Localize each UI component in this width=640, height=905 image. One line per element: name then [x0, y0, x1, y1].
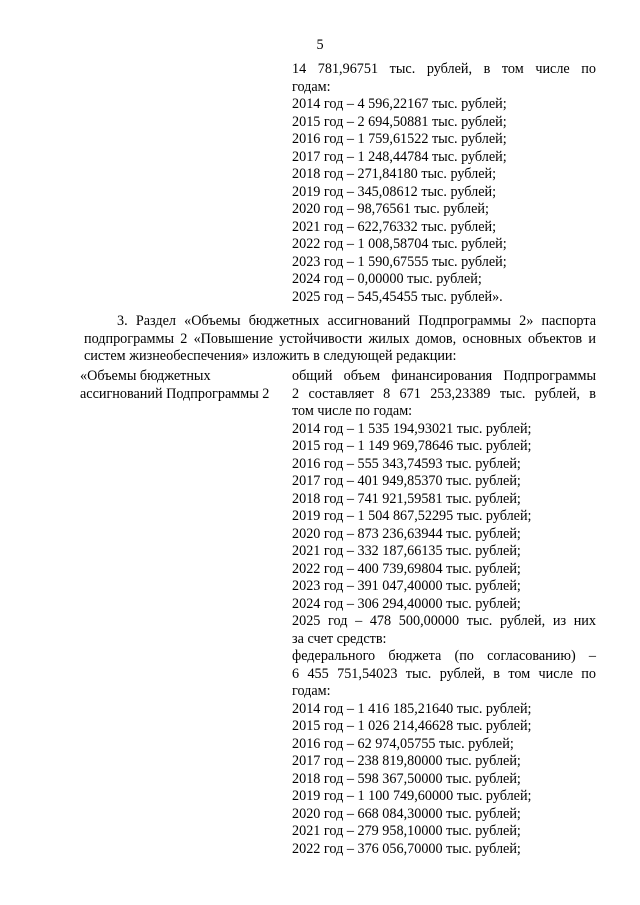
year-line: 2014 год – 4 596,22167 тыс. рублей; — [292, 96, 507, 112]
year-line: 2014 год – 1 535 194,93021 тыс. рублей; — [292, 420, 532, 437]
page-number: 5 — [316, 37, 324, 53]
paragraph-line: подпрограммы 2 «Повышение устойчивости жилых домов, основных объектов и — [84, 330, 596, 347]
total-line: общий объем финансирования Подпрограммы — [292, 368, 596, 384]
year-line: 2022 год – 1 008,58704 тыс. рублей; — [292, 236, 507, 252]
row-heading-line: «Объемы бюджетных — [80, 368, 211, 384]
paragraph-line: 3. Раздел «Объемы бюджетных ассигнований Подпрограммы 2» паспорта — [117, 313, 596, 329]
year-line: 2018 год – 741 921,59581 тыс. рублей; — [292, 490, 521, 507]
year-line: 2019 год – 345,08612 тыс. рублей; — [292, 183, 497, 200]
year-line: 2014 год – 1 416 185,21640 тыс. рублей; — [292, 700, 532, 717]
row-heading-line: ассигнований Подпрограммы 2 — [80, 385, 270, 402]
year-line: 2023 год – 1 590,67555 тыс. рублей; — [292, 253, 507, 270]
year-line: 2020 год – 873 236,63944 тыс. рублей; — [292, 525, 521, 542]
federal-line: годам: — [292, 683, 331, 699]
year-line: 2015 год – 1 149 969,78646 тыс. рублей; — [292, 438, 532, 454]
year-line: 2020 год – 98,76561 тыс. рублей; — [292, 201, 489, 217]
year-line: 2025 год – 545,45455 тыс. рублей». — [292, 288, 503, 305]
year-line: 2017 год – 401 949,85370 тыс. рублей; — [292, 473, 521, 489]
year-line: 2017 год – 1 248,44784 тыс. рублей; — [292, 148, 507, 165]
year-line: 2019 год – 1 504 867,52295 тыс. рублей; — [292, 508, 532, 524]
year-line: 2023 год – 391 047,40000 тыс. рублей; — [292, 578, 521, 594]
federal-line: 6 455 751,54023 тыс. рублей, в том числе по — [292, 665, 596, 682]
year-line: 2018 год – 271,84180 тыс. рублей; — [292, 166, 497, 182]
year-line: 2022 год – 400 739,69804 тыс. рублей; — [292, 560, 521, 577]
total-line: 2 составляет 8 671 253,23389 тыс. рублей, в — [292, 385, 596, 402]
table-left-cell — [80, 368, 290, 403]
year-list — [292, 421, 596, 614]
year-line: 2021 год – 332 187,66135 тыс. рублей; — [292, 543, 521, 559]
year-line: 2021 год – 622,76332 тыс. рублей; — [292, 218, 497, 235]
year-list — [292, 96, 596, 306]
table-right-cell — [292, 368, 596, 858]
total-line: за счет средств: — [292, 630, 387, 647]
year-line: 2020 год – 668 084,30000 тыс. рублей; — [292, 805, 521, 822]
total-line: 2025 год – 478 500,00000 тыс. рублей, из них — [292, 613, 596, 629]
year-line: 2021 год – 279 958,10000 тыс. рублей; — [292, 823, 521, 839]
funding-continuation-block — [292, 61, 596, 306]
funding-total-line: годам: — [292, 78, 331, 95]
federal-line: федерального бюджета (по согласованию) – — [292, 648, 596, 664]
year-line: 2019 год – 1 100 749,60000 тыс. рублей; — [292, 788, 532, 804]
year-line: 2024 год – 0,00000 тыс. рублей; — [292, 271, 482, 287]
year-line: 2018 год – 598 367,50000 тыс. рублей; — [292, 770, 521, 787]
year-list — [292, 701, 596, 859]
year-line: 2015 год – 2 694,50881 тыс. рублей; — [292, 113, 507, 130]
year-line: 2016 год – 555 343,74593 тыс. рублей; — [292, 455, 521, 472]
year-line: 2024 год – 306 294,40000 тыс. рублей; — [292, 595, 521, 612]
total-line: том числе по годам: — [292, 403, 413, 419]
paragraph-line: систем жизнеобеспечения» изложить в следующей редакции: — [84, 348, 457, 364]
year-line: 2016 год – 1 759,61522 тыс. рублей; — [292, 131, 507, 147]
funding-total-line: 14 781,96751 тыс. рублей, в том числе по — [292, 61, 596, 77]
year-line: 2022 год – 376 056,70000 тыс. рублей; — [292, 840, 521, 857]
year-line: 2017 год – 238 819,80000 тыс. рублей; — [292, 753, 521, 769]
amendment-paragraph — [84, 313, 596, 366]
year-line: 2015 год – 1 026 214,46628 тыс. рублей; — [292, 718, 532, 734]
year-line: 2016 год – 62 974,05755 тыс. рублей; — [292, 735, 514, 752]
